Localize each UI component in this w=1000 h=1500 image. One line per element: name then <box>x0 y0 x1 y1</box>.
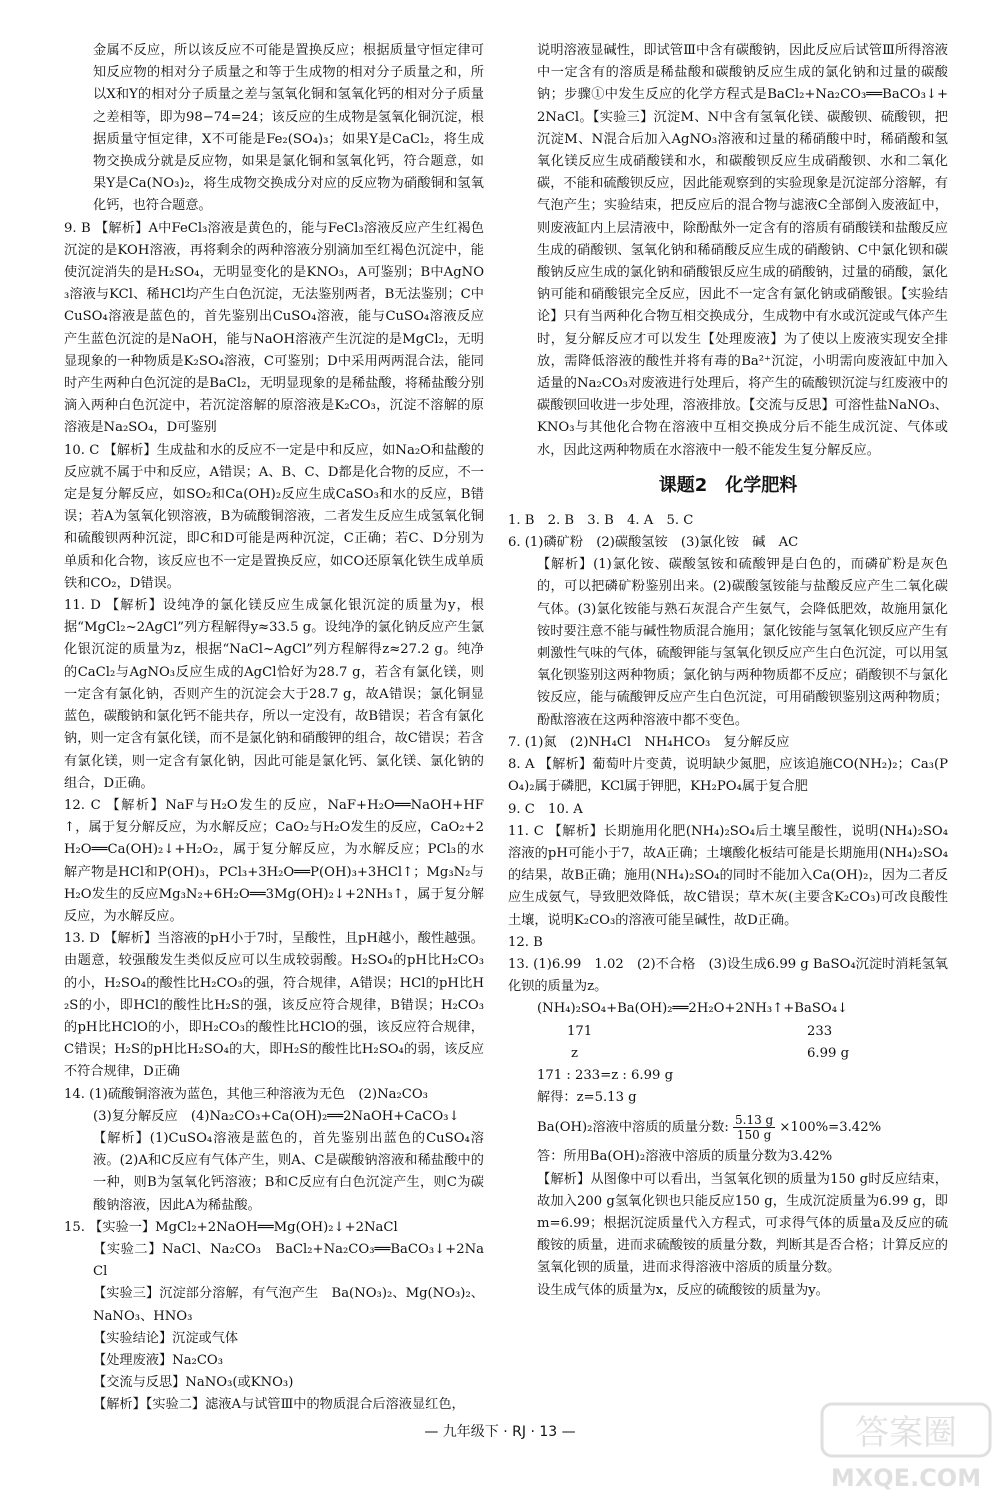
paragraph: 【解析】(1)氯化铵、碳酸氢铵和硫酸钾是白色的，而磷矿粉是灰色的，可以把磷矿粉鉴别出来。(2)碳酸氢铵能与盐酸反应产生二氧化碳气体。(3)氯化铵能与熟石灰混合产生氨气，会降低肥效，故施用氯化铵时要注意不能与碱性物质混合施用；氯化铵能与氢氧化钡反应产生有刺激性气味的气体，硫酸钾能与氢氧化钡反应产生白色沉淀，可以用氢氧化钡鉴别这两种物质；氯化钠与两种物质都不反应；硝酸钡不与氯化铵反应，能与硫酸钾反应产生白色沉淀，可用硝酸钡鉴别这两种物质；酚酞溶液在这两种溶液中都不变色。 <box>537 557 948 728</box>
equation-var-right: 6.99 g <box>807 1045 850 1061</box>
paragraph: 15. 【实验一】MgCl₂+2NaOH══Mg(OH)₂↓+2NaCl <box>64 1219 398 1235</box>
paragraph: 12. B <box>508 934 543 950</box>
paragraph: 设生成气体的质量为x，反应的硫酸铵的质量为y。 <box>537 1282 829 1298</box>
paragraph: 9. B 【解析】A中FeCl₃溶液是黄色的，能与FeCl₃溶液反应产生红褐色沉淀的是KOH溶液，再将剩余的两种溶液分别滴加至红褐色沉淀中，能使沉淀消失的是H₂SO₄，无明显变化的是KNO₃，A可鉴别；B中AgNO₃溶液与KCl、稀HCl均产生白色沉淀，无法鉴别两者，B无法鉴别；C中CuSO₄溶液是蓝色的，首先鉴别出CuSO₄溶液，能与CuSO₄溶液反应产生蓝色沉淀的是NaOH，能与NaOH溶液产生沉淀的是MgCl₂，无明显现象的一种物质是K₂SO₄溶液，C可鉴别；D中采用两两混合法，能同时产生两种白色沉淀的是BaCl₂，无明显现象的是稀盐酸，将稀盐酸分别滴入两种白色沉淀中，若沉淀溶解的原溶液是K₂CO₃，沉淀不溶解的原溶液是Na₂SO₄，D可鉴别 <box>64 220 484 436</box>
page-footer: — 九年级下 · RJ · 13 — <box>424 1424 576 1440</box>
paragraph: (3)复分解反应 (4)Na₂CO₃+Ca(OH)₂══2NaOH+CaCO₃↓ <box>93 1108 460 1124</box>
paragraph: 金属不反应，所以该反应不可能是置换反应；根据质量守恒定律可知反应物的相对分子质量之和等于生成物的相对分子质量之和，所以X和Y的相对分子质量之差与氢氧化铜和氢氧化钙的相对分子质量之差相等，即为98−74=24；该反应的生成物是氢氧化铜沉淀，根据质量守恒定律，X不可能是Fe₂(SO₄)₃；如果Y是CaCl₂，将生成物交换成分就是反应物，如果是氯化铜和氢氧化钙，符合题意，如果Y是Ca(NO₃)₂，将生成物交换成分对应的反应物为硝酸铜和氢氧化钙，也符合题意。 <box>93 43 484 214</box>
paragraph: 【解析】从图像中可以看出，当氢氧化钡的质量为150 g时反应结束，故加入200 g氢氧化钡也只能反应150 g，生成沉淀质量为6.99 g，即m=6.99；根据沉淀质量代入方程式，可求得气体的质量a及反应的硫酸铵的质量，进而求硫酸铵的质量分数，判断其是否合格；计算反应的氢氧化钡的质量，进而求得溶液中溶质的质量分数。 <box>537 1171 948 1276</box>
equation-var-left: z <box>571 1045 578 1061</box>
paragraph: 6. (1)磷矿粉 (2)碳酸氢铵 (3)氯化铵 碱 AC <box>508 535 799 551</box>
paragraph: 【实验二】NaCl、Na₂CO₃ BaCl₂+Na₂CO₃══BaCO₃↓+2NaCl <box>93 1241 484 1280</box>
paragraph: 11. D 【解析】设纯净的氯化镁反应生成氯化银沉淀的质量为y，根据“MgCl₂~2AgCl”列方程解得y≈33.5 g。设纯净的氯化钠反应产生氯化银沉淀的质量为z，根据“NaCl~AgCl”列方程解得z≈27.2 g。纯净的CaCl₂与AgNO₃反应生成的AgCl恰好为28.7 g，若含有氯化镁，则一定含有氯化钠，否则产生的沉淀会大于28.7 g，故A错误；氯化铜显蓝色，碳酸钠和氯化钙不能共存，所以一定没有，故B错误；若含有氯化钠，则一定含有氯化镁，而不是氯化钠和硝酸钾的组合，故C错误；若含有氯化镁，则一定含有氯化钠，因此可能是氯化钙、氯化镁、氯化钠的组合，D正确。 <box>64 598 484 791</box>
paragraph: 12. C 【解析】NaF与H₂O发生的反应，NaF+H₂O══NaOH+HF↑，属于复分解反应，为水解反应；CaO₂与H₂O发生的反应，CaO₂+2H₂O══Ca(OH)₂↓+H₂O₂，属于复分解反应，为水解反应；PCl₃的水解产物是HCl和P(OH)₃，PCl₃+3H₂O══P(OH)₃+3HCl↑；Mg₃N₂与H₂O发生的反应Mg₃N₂+6H₂O══3Mg(OH)₂↓+2NH₃↑，属于复分解反应，为水解反应。 <box>64 797 484 924</box>
equation-line: (NH₄)₂SO₄+Ba(OH)₂══2H₂O+2NH₃↑+BaSO₄↓ <box>537 1001 849 1017</box>
paragraph: 11. C 【解析】长期施用化肥(NH₄)₂SO₄后土壤呈酸性，说明(NH₄)₂SO₄溶液的pH可能小于7，故A正确；土壤酸化板结可能是长期施用(NH₄)₂SO₄的结果，故B正确；施用(NH₄)₂SO₄的同时不能加入Ca(OH)₂，因为二者反应生成氨气，导致肥效降低，故C错误；草木灰(主要含K₂CO₃)可改良酸性土壤，说明K₂CO₃的溶液可能呈碱性，故D正确。 <box>508 823 948 928</box>
paragraph: 【处理废液】Na₂CO₃ <box>93 1352 224 1368</box>
paragraph: 【实验结论】沉淀或气体 <box>93 1330 239 1346</box>
paragraph: 7. (1)氮 (2)NH₄Cl NH₄HCO₃ 复分解反应 <box>508 734 790 750</box>
watermark-logo <box>818 1400 994 1496</box>
paragraph: 说明溶液显碱性，即试管Ⅲ中含有碳酸钠，因此反应后试管Ⅲ所得溶液中一定含有的溶质是稀盐酸和碳酸钠反应生成的氯化钠和过量的碳酸钠；步骤①中发生反应的化学方程式是BaCl₂+Na₂CO₃══BaCO₃↓+2NaCl。【实验三】沉淀M、N中含有氢氧化镁、碳酸钡、硫酸钡，把沉淀M、N混合后加入AgNO₃溶液和过量的稀硝酸中时，稀硝酸和氢氧化镁反应生成硝酸镁和水，和碳酸钡反应生成硝酸钡、水和二氧化碳，不能和硫酸钡反应，因此能观察到的实验现象是沉淀部分溶解，有气泡产生；实验结束，把反应后的混合物与滤液C全部倒入废液缸中，则废液缸内上层清液中，除酚酞外一定含有的溶质有硝酸镁和盐酸反应生成的硝酸钡、氢氧化钠和稀硝酸反应生成的硝酸钠、C中氯化钡和碳酸钠反应生成的氯化钠和硝酸银反应生成的硝酸钠，过量的硝酸，氯化钠可能和硝酸银完全反应，因此不一定含有氯化钠或硝酸银。【实验结论】只有当两种化合物互相交换成分，生成物中有水或沉淀或气体产生时，复分解反应才可以发生【处理废液】为了使以上废液实现安全排放，需降低溶液的酸性并将有毒的Ba²⁺沉淀，小明需向废液缸中加入适量的Na₂CO₃对废液进行处理后，将产生的硫酸钡沉淀与红废液中的碳酸钡回收进一步处理，溶液排放。【交流与反思】可溶性盐NaNO₃、KNO₃与其他化合物在溶液中互相交换成分后不能生成沉淀、气体或水，因此这两种物质在水溶液中一般不能发生复分解反应。 <box>537 43 948 458</box>
equation-answer: 答：所用Ba(OH)₂溶液中溶质的质量分数为3.42% <box>537 1149 833 1165</box>
paragraph: 【实验三】沉淀部分溶解，有气泡产生 Ba(NO₃)₂、Mg(NO₃)₂、NaNO₃、HNO₃ <box>93 1286 484 1324</box>
mass-fraction-suffix: ×100%=3.42% <box>779 1120 882 1136</box>
paragraph: 【解析】(1)CuSO₄溶液是蓝色的，首先鉴别出蓝色的CuSO₄溶液。(2)A和C反应有气体产生，则A、C是碳酸钠溶液和稀盐酸中的一种，则B为氢氧化钙溶液；B和C反应有白色沉淀产生，则C为碳酸钠溶液，因此A为稀盐酸。 <box>93 1130 484 1213</box>
svg-text:答案圈: 答案圈 <box>855 1413 957 1453</box>
mass-fraction-prefix: Ba(OH)₂溶液中溶质的质量分数: <box>537 1120 729 1136</box>
paragraph: 【交流与反思】NaNO₃(或KNO₃) <box>93 1375 294 1391</box>
watermark-text: MXQE.COM <box>830 1464 982 1492</box>
equation-ratio: 171 : 233=z : 6.99 g <box>537 1067 674 1083</box>
equation-mass-right: 233 <box>807 1023 833 1039</box>
equation-solve: 解得：z=5.13 g <box>537 1090 637 1106</box>
paragraph: 13. D 【解析】当溶液的pH小于7时，呈酸性，且pH越小，酸性越强。由题意，较强酸发生类似反应可以生成较弱酸。H₂SO₄的pH比H₂CO₃的小，H₂SO₄的酸性比H₂CO₃的强，符合规律，A错误；HCl的pH比H₂S的小，即HCl的酸性比H₂S的强，该反应符合规律，B错误；H₂CO₃的pH比HClO的小，即H₂CO₃的酸性比HClO的强，该反应符合规律，C错误；H₂S的pH比H₂SO₄的大，即H₂S的酸性比H₂SO₄的弱，该反应不符合规律，D正确 <box>64 931 484 1080</box>
fraction <box>733 1113 775 1142</box>
right-column <box>508 40 948 1302</box>
fraction-numerator: 5.13 g <box>735 1113 774 1128</box>
paragraph: 14. (1)硫酸铜溶液为蓝色，其他三种溶液为无色 (2)Na₂CO₃ <box>64 1086 428 1102</box>
fraction-denominator: 150 g <box>736 1128 772 1143</box>
section-heading: 课题2 化学肥料 <box>658 474 798 496</box>
equation-mass-left: 171 <box>567 1023 593 1039</box>
paragraph: 10. C 【解析】生成盐和水的反应不一定是中和反应，如Na₂O和盐酸的反应就不属于中和反应，A错误；A、B、C、D都是化合物的反应，不一定是复分解反应，如SO₂和Ca(OH)₂反应生成CaSO₃和水的反应，B错误；若A为氢氧化钡溶液，B为硫酸铜溶液，二者发生反应生成氢氧化铜和硫酸钡两种沉淀，即C和D可能是两种沉淀，C正确；若C、D分别为单质和化合物，该反应也不一定是置换反应，如CO还原氧化铁生成单质铁和CO₂，D错误。 <box>64 442 484 591</box>
paragraph: 13. (1)6.99 1.02 (2)不合格 (3)设生成6.99 g BaSO₄沉淀时消耗氢氧化钡的质量为z。 <box>508 956 948 995</box>
paragraph: 1. B 2. B 3. B 4. A 5. C <box>508 512 694 528</box>
paragraph: 【解析】【实验二】滤液A与试管Ⅲ中的物质混合后溶液显红色， <box>93 1397 465 1413</box>
paragraph: 9. C 10. A <box>508 801 583 817</box>
mass-fraction-line <box>537 1113 948 1142</box>
left-column <box>64 40 484 1417</box>
paragraph: 8. A 【解析】葡萄叶片变黄，说明缺少氮肥，应该追施CO(NH₂)₂；Ca₃(PO₄)₂属于磷肥，KCl属于钾肥，KH₂PO₄属于复合肥 <box>508 757 948 795</box>
equation-block <box>508 998 948 1168</box>
